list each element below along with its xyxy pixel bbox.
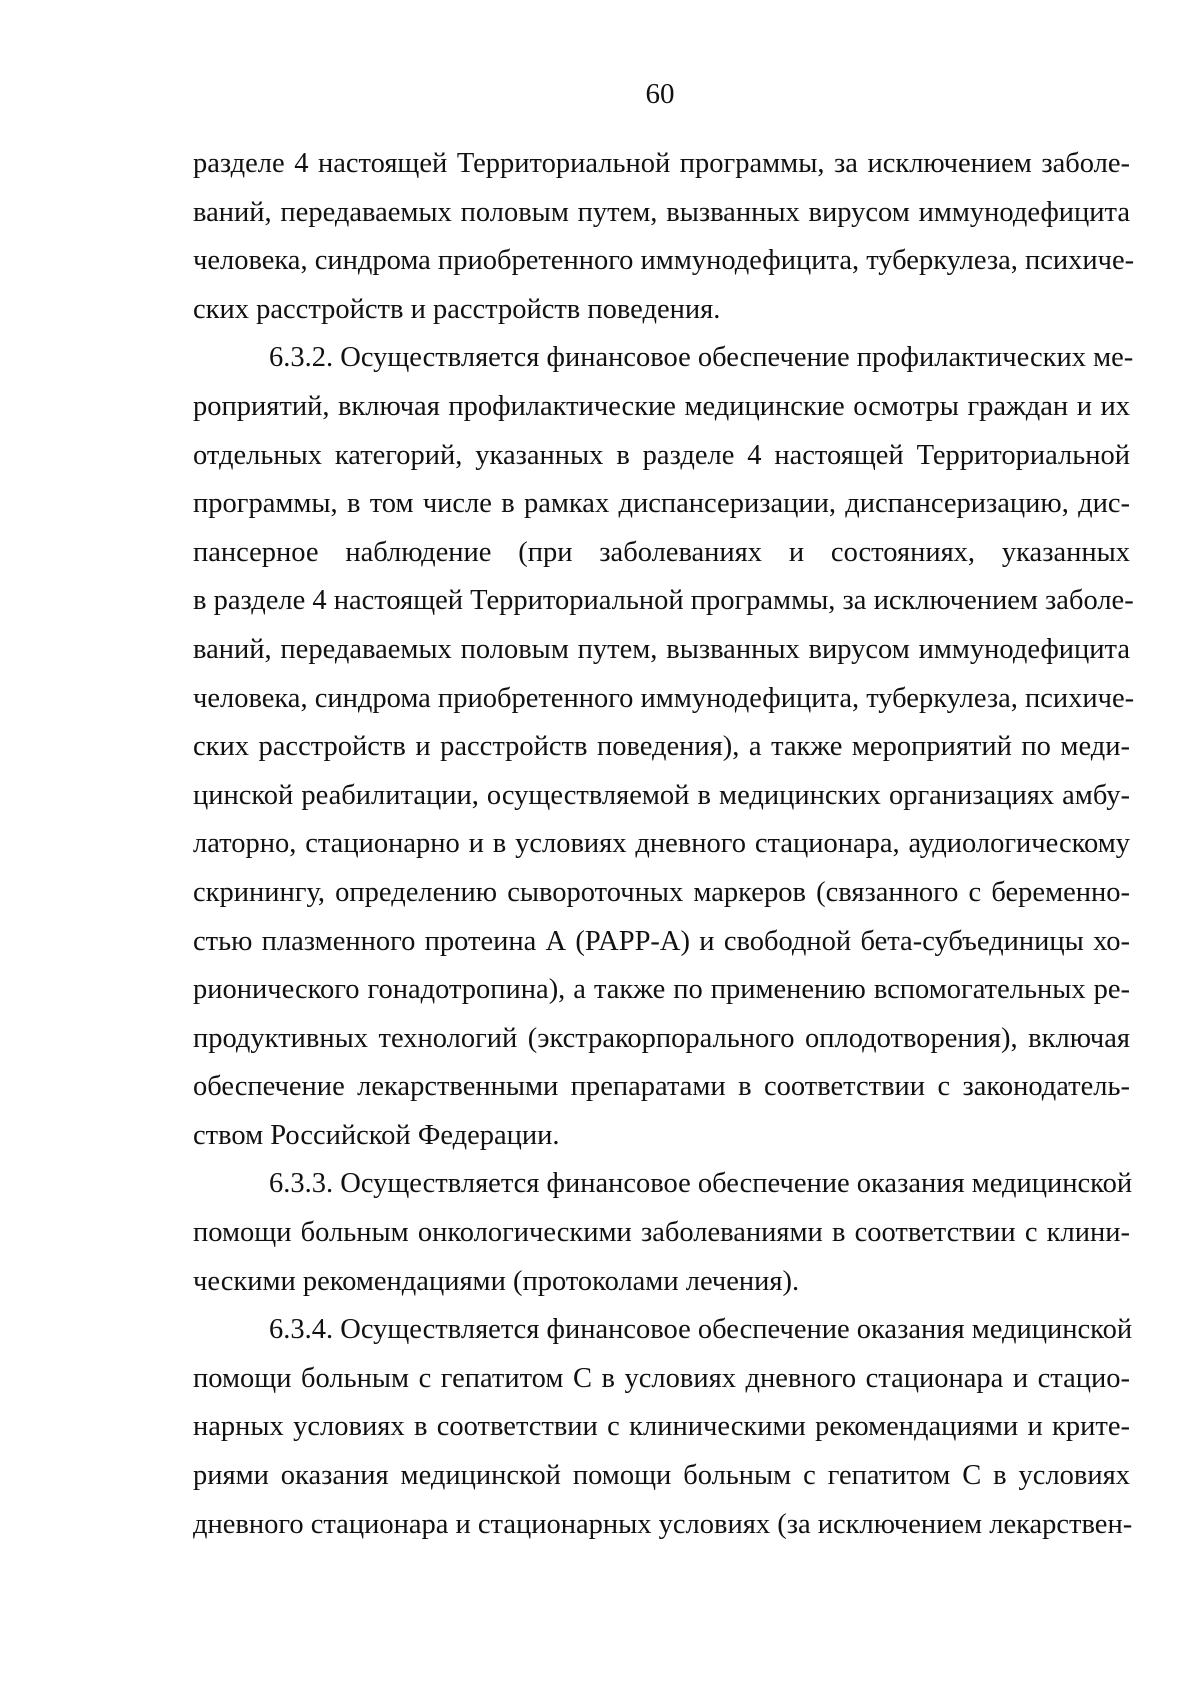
text-line: программы, в том числе в рамках диспансеризации, диспансеризацию, дис- xyxy=(193,488,1130,520)
text-line: цинской реабилитации, осуществляемой в медицинских организациях амбу- xyxy=(193,779,1130,811)
text-line: 6.3.3. Осуществляется финансовое обеспечение оказания медицинской xyxy=(269,1168,1133,1200)
text-line: рионического гонадотропина), а также по применению вспомогательных ре- xyxy=(193,974,1130,1006)
body-text xyxy=(193,140,1135,1549)
text-line: дневного стационара и стационарных условиях (за исключением лекарствен- xyxy=(193,1508,1133,1540)
text-line: стью плазменного протеина А (PAPP-A) и свободной бета-субъединицы хо- xyxy=(193,925,1130,957)
text-line: продуктивных технологий (экстракорпорального оплодотворения), включая xyxy=(193,1022,1130,1054)
text-line: помощи больным с гепатитом С в условиях дневного стационара и стацио- xyxy=(193,1362,1130,1394)
text-line: 6.3.2. Осуществляется финансовое обеспечение профилактических ме- xyxy=(269,342,1134,374)
text-line: пансерное наблюдение (при заболеваниях и состояниях, указанных xyxy=(193,536,1130,568)
text-line: скринингу, определению сывороточных маркеров (связанного с беременно- xyxy=(193,876,1130,908)
text-line: ческими рекомендациями (протоколами лечения). xyxy=(193,1265,800,1297)
text-line: ских расстройств и расстройств поведения. xyxy=(193,293,721,325)
page-number: 60 xyxy=(645,78,675,110)
text-line: обеспечение лекарственными препаратами в соответствии с законодатель- xyxy=(193,1071,1130,1103)
text-line: в разделе 4 настоящей Территориальной программы, за исключением заболе- xyxy=(193,585,1134,617)
text-line: латорно, стационарно и в условиях дневного стационара, аудиологическому xyxy=(193,828,1130,860)
text-line: ских расстройств и расстройств поведения), а также мероприятий по меди- xyxy=(193,731,1130,763)
text-line: помощи больным онкологическими заболеваниями в соответствии с клини- xyxy=(193,1217,1130,1249)
text-line: ваний, передаваемых половым путем, вызванных вирусом иммунодефицита xyxy=(193,633,1130,665)
text-line: человека, синдрома приобретенного иммунодефицита, туберкулеза, психиче- xyxy=(193,682,1135,714)
text-line: отдельных категорий, указанных в разделе 4 настоящей Территориальной xyxy=(193,439,1130,471)
text-line: нарных условиях в соответствии с клиническими рекомендациями и крите- xyxy=(193,1411,1130,1443)
text-line: разделе 4 настоящей Территориальной программы, за исключением заболе- xyxy=(193,148,1130,179)
text-line: роприятий, включая профилактические медицинские осмотры граждан и их xyxy=(193,390,1130,422)
text-line: риями оказания медицинской помощи больным с гепатитом С в условиях xyxy=(193,1460,1130,1492)
text-line: ством Российской Федерации. xyxy=(193,1119,560,1151)
text-line: 6.3.4. Осуществляется финансовое обеспечение оказания медицинской xyxy=(269,1314,1133,1346)
text-line: человека, синдрома приобретенного иммунодефицита, туберкулеза, психиче- xyxy=(193,245,1135,277)
text-line: ваний, передаваемых половым путем, вызванных вирусом иммунодефицита xyxy=(193,196,1130,228)
